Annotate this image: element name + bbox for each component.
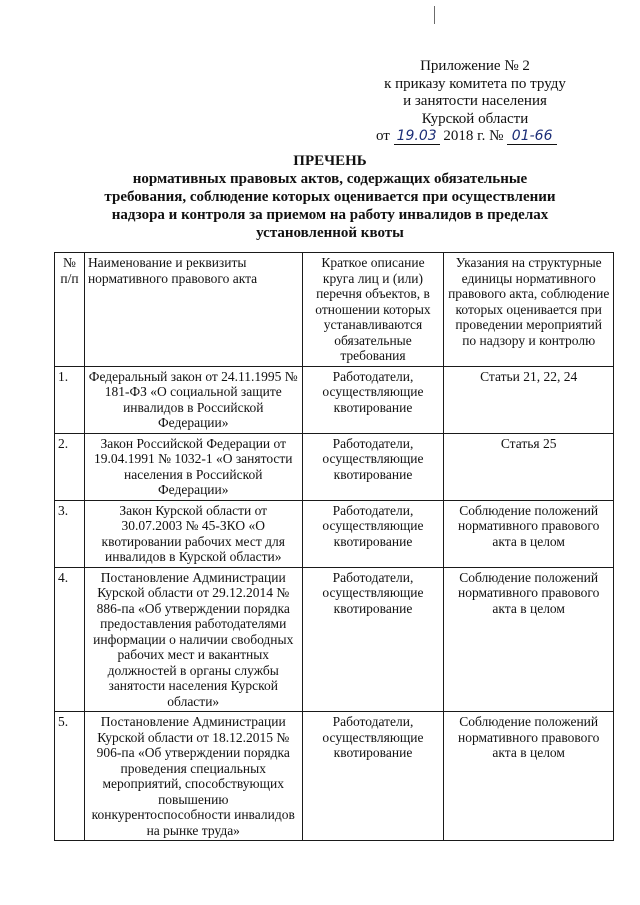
row-description: Работодатели, осуществляющие квотирование — [302, 712, 444, 841]
row-description: Работодатели, осуществляющие квотирование — [302, 433, 444, 500]
row-indications: Соблюдение положений нормативного правового акта в целом — [444, 500, 614, 567]
title-line-1: нормативных правовых актов, содержащих обязательные — [132, 171, 528, 187]
row-description: Работодатели, осуществляющие квотирование — [302, 500, 444, 567]
row-act-name: Постановление Администрации Курской области от 29.12.2014 № 886-па «Об утверждении порядка предоставления работодателями информации о наличии свободных рабочих мест и вакантных должностей в органы службы занятости населения Курской области» — [84, 567, 302, 712]
appendix-line-2: к приказу комитета по труду — [384, 75, 566, 92]
order-from-prefix: от — [376, 128, 390, 144]
row-num: 3. — [55, 500, 85, 567]
title-line-3: надзора и контроля за приемом на работу инвалидов в пределах — [111, 207, 549, 223]
header-name: Наименование и реквизиты нормативного правового акта — [84, 253, 302, 367]
table-row — [55, 712, 614, 841]
table-row — [55, 433, 614, 500]
appendix-line-1: Приложение № 2 — [420, 58, 530, 74]
row-act-name: Постановление Администрации Курской области от 18.12.2015 № 906-па «Об утверждении порядка проведения специальных мероприятий, способствующих повышению конкурентоспособности инвалидов на рынке труда» — [84, 712, 302, 841]
order-date-line — [376, 128, 566, 146]
legal-acts-table — [54, 252, 614, 841]
document-title — [70, 152, 590, 242]
row-description: Работодатели, осуществляющие квотирование — [302, 567, 444, 712]
row-indications: Статья 25 — [444, 433, 614, 500]
row-indications: Соблюдение положений нормативного правового акта в целом — [444, 567, 614, 712]
row-num: 5. — [55, 712, 85, 841]
appendix-line-4: Курской области — [421, 110, 529, 127]
row-indications: Статьи 21, 22, 24 — [444, 366, 614, 433]
table-header-row — [55, 253, 614, 367]
table-row — [55, 567, 614, 712]
appendix-header — [376, 58, 570, 146]
header-description: Краткое описание круга лиц и (или) перечня объектов, в отношении которых устанавливаются обязательные требования — [302, 253, 444, 367]
row-description: Работодатели, осуществляющие квотирование — [302, 366, 444, 433]
row-act-name: Федеральный закон от 24.11.1995 № 181-ФЗ «О социальной защите инвалидов в Российской Федерации» — [84, 366, 302, 433]
title-heading: ПРЕЧЕНЬ — [293, 153, 367, 169]
handwritten-order-number: 01-66 — [507, 129, 557, 145]
header-num: № п/п — [55, 253, 85, 367]
handwritten-date: 19.03 — [394, 129, 440, 145]
table-row — [55, 500, 614, 567]
title-line-4: установленной квоты — [256, 225, 404, 241]
row-num: 2. — [55, 433, 85, 500]
appendix-line-3: и занятости населения — [403, 93, 547, 109]
title-line-2: требования, соблюдение которых оценивается при осуществлении — [104, 189, 556, 205]
row-num: 1. — [55, 366, 85, 433]
page-edge-mark — [434, 6, 435, 24]
row-num: 4. — [55, 567, 85, 712]
row-act-name: Закон Курской области от 30.07.2003 № 45-ЗКО «О квотировании рабочих мест для инвалидов в Курской области» — [84, 500, 302, 567]
order-year-text: 2018 г. № — [443, 128, 504, 144]
header-indications: Указания на структурные единицы нормативного правового акта, соблюдение которых оценивается при проведении мероприятий по надзору и контролю — [444, 253, 614, 367]
row-indications: Соблюдение положений нормативного правового акта в целом — [444, 712, 614, 841]
row-act-name: Закон Российской Федерации от 19.04.1991 № 1032-1 «О занятости населения в Российской Федерации» — [84, 433, 302, 500]
table-row — [55, 366, 614, 433]
